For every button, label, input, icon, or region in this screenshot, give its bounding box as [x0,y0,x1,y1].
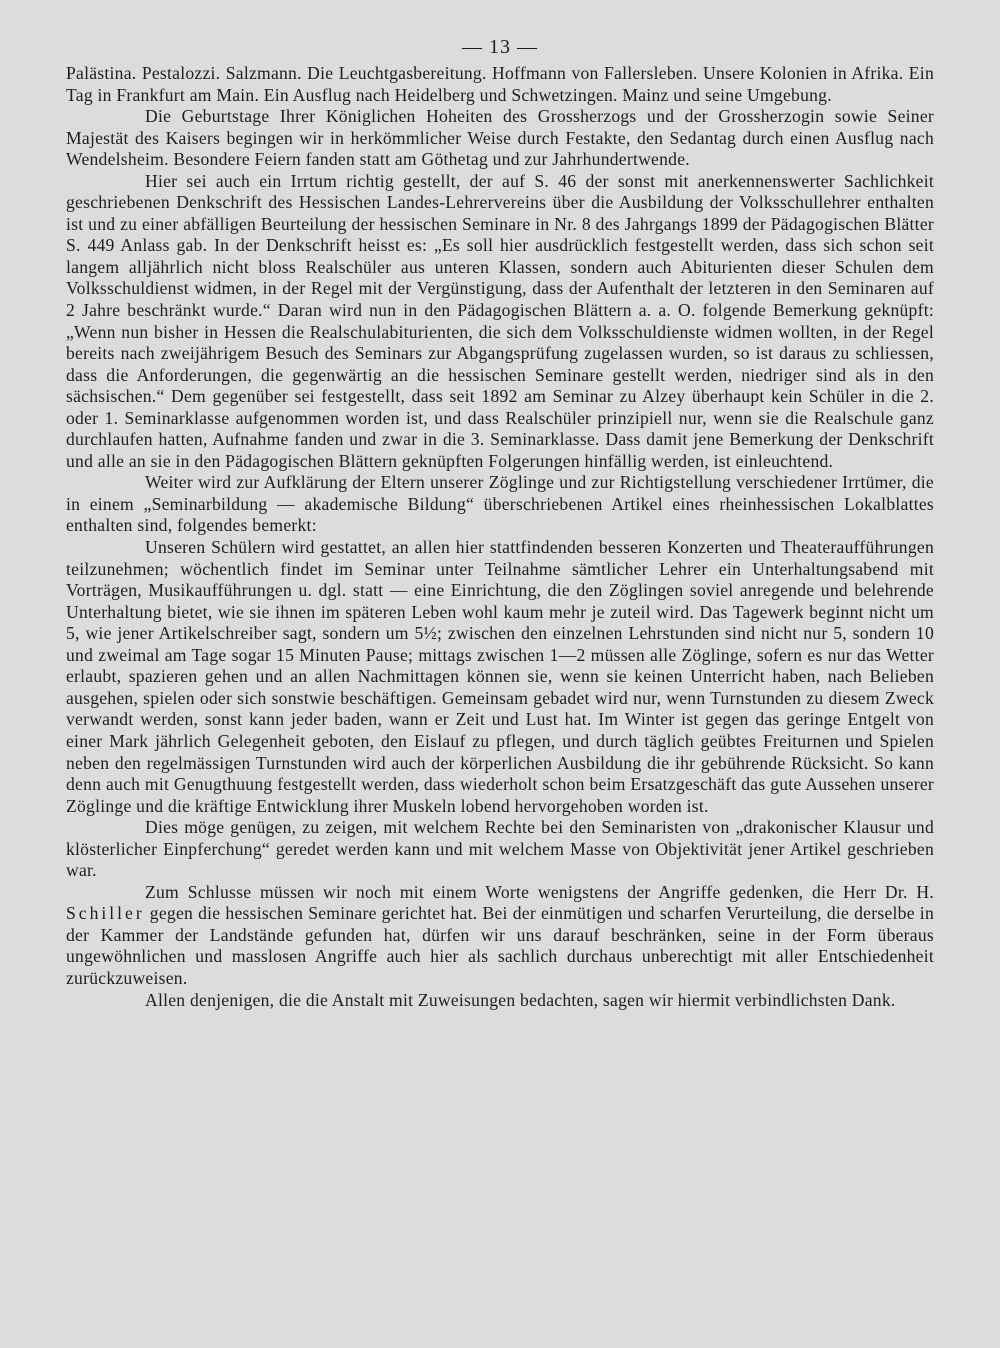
paragraph-topic-list: Palästina. Pestalozzi. Salzmann. Die Leuchtgasbereitung. Hoffmann von Fallersleben. Unsere Kolonien in Afrika. Ein Tag in Frankfurt am Main. Ein Ausflug nach Heidelberg und Schwetzingen. Mainz und seine Umgebung. [66,63,934,105]
paragraph-student-life: Unseren Schülern wird gestattet, an allen hier stattfindenden besseren Konzerten und Theateraufführungen teilzunehmen; wöchentlich findet im Seminar unter Teilnahme sämtlicher Lehrer ein Unterhaltungsabend mit Vorträgen, Musikaufführungen u. dgl. statt — eine Einrichtung, die den Zöglingen soviel anregende und belehrende Unterhaltung bietet, wie sie ihnen im späteren Leben wohl kaum mehr je zuteil wird. Das Tagewerk beginnt nicht um 5, wie jener Artikelschreiber sagt, sondern um 5½; zwischen den einzelnen Lehrstunden sind nicht nur 5, sondern 10 und zweimal am Tage sogar 15 Minuten Pause; mittags zwischen 1—2 müssen alle Zöglinge, sofern es nur das Wetter erlaubt, spazieren gehen und an allen Nachmittagen können sie, wenn sie keinen Unterricht haben, nach Belieben ausgehen, spielen oder sich sonstwie beschäftigen. Gemeinsam gebadet wird nur, wenn Turnstunden zu diesem Zweck verwandt werden, sonst kann jeder baden, wann er Zeit und Lust hat. Im Winter ist gegen das geringe Entgelt von einer Mark jährlich Gelegenheit geboten, den Eislauf zu pflegen, und durch täglich geübtes Freiturnen und Spielen neben den regelmässigen Turnstunden wird auch der körperlichen Ausbildung die ihr gebührende Rücksicht. So kann denn auch mit Genugthuung festgestellt werden, dass wiederholt schon beim Ersatzgeschäft das gute Aussehen unserer Zöglinge und die kräftige Entwicklung ihrer Muskeln lobend hervorgehoben worden ist. [66,537,934,816]
schiller-name-spaced: Schiller [66,903,145,924]
page-number: — 13 — [462,36,538,58]
schiller-text-before: Zum Schlusse müssen wir noch mit einem Worte wenigstens der Angriffe gedenken, die Herr Dr. H. [145,881,934,902]
paragraph-schiller-response [66,882,934,990]
paragraph-clarification-intro: Weiter wird zur Aufklärung der Eltern unserer Zöglinge und zur Richtigstellung verschiedener Irrtümer, die in einem „Seminarbildung — akademische Bildung“ überschriebenen Artikel eines rheinhessischen Lokalblattes enthalten sind, folgendes bemerkt: [66,472,934,536]
body-text [66,63,934,1011]
paragraph-conclusion: Dies möge genügen, zu zeigen, mit welchem Rechte bei den Seminaristen von „drakonischer Klausur und klösterlicher Einpferchung“ geredet werden kann und mit welchem Masse von Objektivität jener Artikel geschrieben war. [66,817,934,881]
paragraph-correction: Hier sei auch ein Irrtum richtig gestellt, der auf S. 46 der sonst mit anerkennenswerter Sachlichkeit geschriebenen Denkschrift des Hessischen Landes-Lehrervereins über die Ausbildung der Volksschullehrer enthalten ist und zu einer abfälligen Beurteilung der hessischen Seminare in Nr. 8 des Jahrgangs 1899 der Pädagogischen Blätter S. 449 Anlass gab. In der Denkschrift heisst es: „Es soll hier ausdrücklich festgestellt werden, dass sich schon seit langem alljährlich nicht bloss Realschüler aus unteren Klassen, sondern auch Abiturienten dieser Schulen dem Volksschuldienst widmen, in der Regel mit der Vergünstigung, dass der Aufenthalt der letzteren in den Seminaren auf 2 Jahre beschränkt wurde.“ Daran wird nun in den Pädagogischen Blättern a. a. O. folgende Bemerkung geknüpft: „Wenn nun bisher in Hessen die Realschulabiturienten, die sich dem Volksschuldienste widmen wollten, in der Regel bereits nach zweijährigem Besuch des Seminars zur Abgangsprüfung zugelassen wurden, so ist daraus zu schliessen, dass die Anforderungen, die gegenwärtig an die hessischen Seminare gestellt werden, niedriger sind als in den sächsischen.“ Dem gegenüber sei festgestellt, dass seit 1892 am Seminar zu Alzey überhaupt kein Schüler in die 2. oder 1. Seminarklasse aufgenommen worden ist, und dass Realschüler prinzipiell nur, wenn sie die Realschule ganz durchlaufen hatten, Aufnahme fanden und zwar in die 3. Seminarklasse. Dass damit jene Bemerkung der Denkschrift und alle an sie in den Pädagogischen Blättern geknüpften Folgerungen hinfällig werden, ist einleuchtend. [66,170,934,471]
schiller-text-after: gegen die hessischen Seminare gerichtet hat. Bei der einmütigen und scharfen Verurteilung, die derselbe in der Kammer der Landstände gefunden hat, dürfen wir uns darauf beschränken, seine in der Form überaus ungewöhnlichen und masslosen Angriffe auch hier als sachlich durchaus unberechtigt mit aller Entschiedenheit zurückzuweisen. [66,903,934,988]
paragraph-celebrations: Die Geburtstage Ihrer Königlichen Hoheiten des Grossherzogs und der Grossherzogin sowie Seiner Majestät des Kaisers begingen wir in herkömmlicher Weise durch Festakte, den Sedantag durch einen Ausflug nach Wendelsheim. Besondere Feiern fanden statt am Göthetag und zur Jahrhundertwende. [66,106,934,170]
paragraph-thanks: Allen denjenigen, die die Anstalt mit Zuweisungen bedachten, sagen wir hiermit verbindlichsten Dank. [145,989,896,1010]
